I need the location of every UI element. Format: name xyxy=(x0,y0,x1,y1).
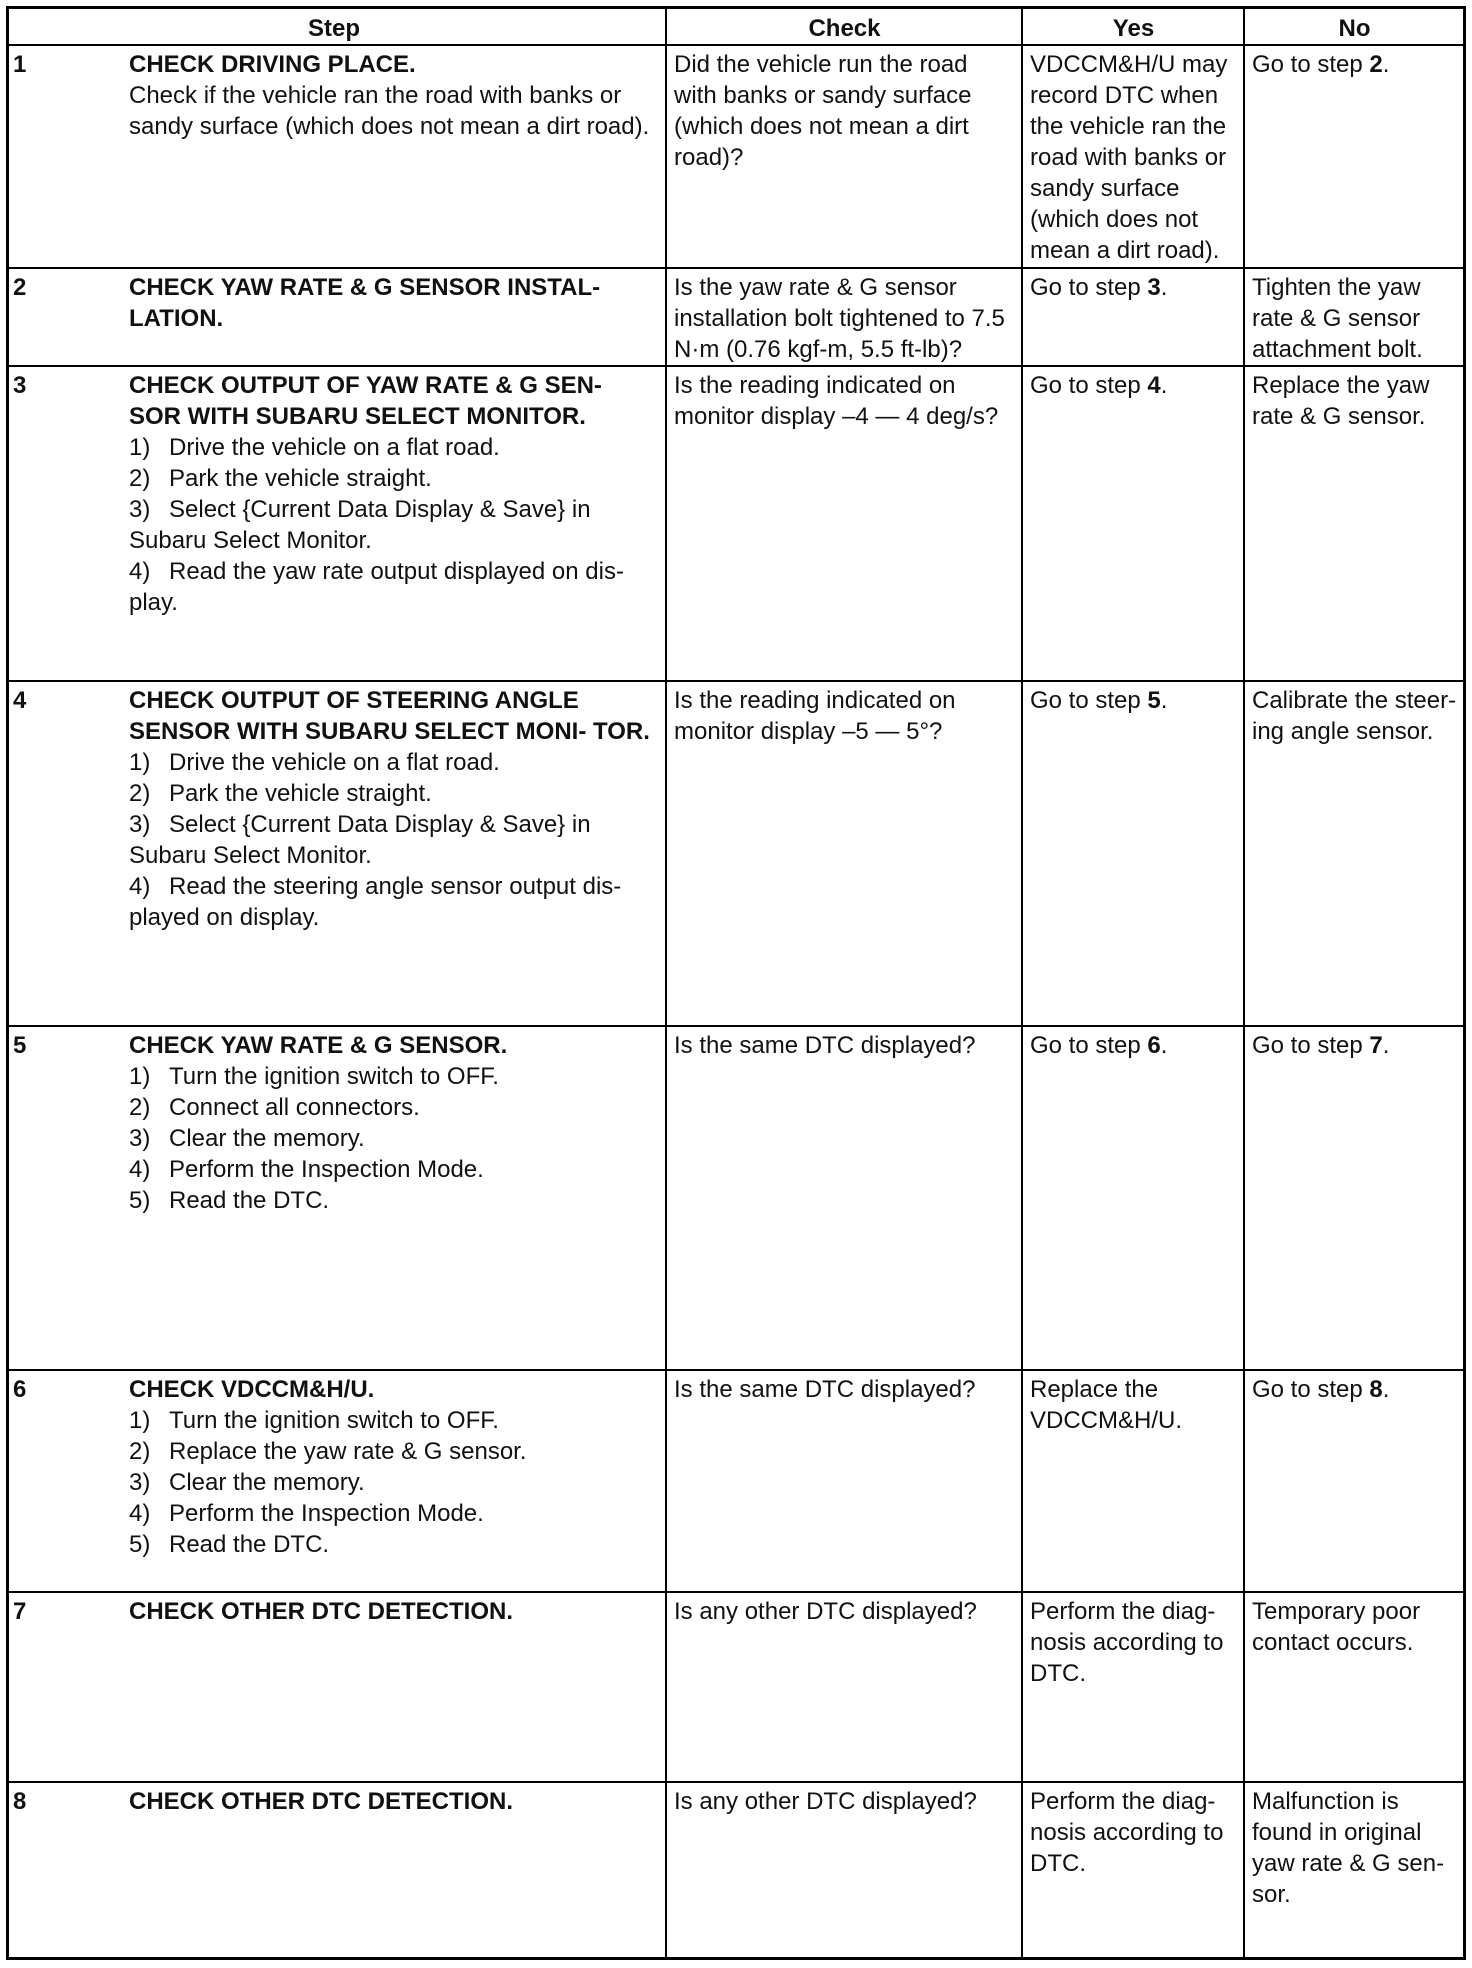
table-row xyxy=(9,365,1463,682)
no-step-link: 2 xyxy=(1369,51,1383,78)
no-step-link: 8 xyxy=(1369,1376,1383,1403)
step-number: 1 xyxy=(13,51,27,78)
table-row xyxy=(9,1369,1463,1593)
header-yes: Yes xyxy=(1021,9,1243,44)
yes-cell: Perform the diag- nosis according to DTC. xyxy=(1021,1783,1243,1957)
yes-cell xyxy=(1021,682,1243,1027)
substep: 2) Park the vehicle straight. xyxy=(129,780,432,807)
no-text: Go to step xyxy=(1252,51,1370,78)
step-number: 8 xyxy=(13,1788,27,1815)
step-title: CHECK OTHER DTC DETECTION. xyxy=(129,1788,513,1815)
no-suffix: . xyxy=(1382,1032,1390,1059)
substep: 2) Connect all connectors. xyxy=(129,1094,420,1121)
substep: 1) Drive the vehicle on a flat road. xyxy=(129,749,500,776)
check-cell: Is the same DTC displayed? xyxy=(665,1027,1021,1371)
no-cell xyxy=(1243,46,1463,269)
step-cell xyxy=(129,1027,665,1371)
no-cell: Malfunction is found in original yaw rate & G sen- sor. xyxy=(1243,1783,1463,1957)
yes-suffix: . xyxy=(1160,687,1168,714)
step-number: 4 xyxy=(13,687,27,714)
step-number: 2 xyxy=(13,274,27,301)
substep: 1) Drive the vehicle on a flat road. xyxy=(129,434,500,461)
check-cell: Is the same DTC displayed? xyxy=(665,1371,1021,1593)
substep: 4) Read the yaw rate output displayed on dis- play. xyxy=(129,558,624,616)
no-cell xyxy=(1243,1371,1463,1593)
table-row xyxy=(9,680,1463,1027)
substep: 3) Select {Current Data Display & Save} in Subaru Select Monitor. xyxy=(129,811,591,869)
step-title: CHECK YAW RATE & G SENSOR. xyxy=(129,1032,508,1059)
step-cell xyxy=(129,1371,665,1593)
yes-step-link: 5 xyxy=(1147,687,1161,714)
substep: 1) Turn the ignition switch to OFF. xyxy=(129,1407,499,1434)
substep: 3) Clear the memory. xyxy=(129,1125,365,1152)
yes-suffix: . xyxy=(1160,372,1168,399)
substep: 5) Read the DTC. xyxy=(129,1187,330,1214)
table-row xyxy=(9,44,1463,269)
step-cell xyxy=(129,46,665,269)
step-title: CHECK VDCCM&H/U. xyxy=(129,1376,375,1403)
check-cell: Is the yaw rate & G sensor installation bolt tightened to 7.5 N·m (0.76 kgf-m, 5.5 ft-lb)? xyxy=(665,269,1021,367)
substep: 5) Read the DTC. xyxy=(129,1531,330,1558)
yes-suffix: . xyxy=(1160,274,1168,301)
step-cell xyxy=(129,269,665,367)
step-number: 7 xyxy=(13,1598,27,1625)
substep: 1) Turn the ignition switch to OFF. xyxy=(129,1063,499,1090)
yes-step-link: 6 xyxy=(1147,1032,1161,1059)
no-cell: Temporary poor contact occurs. xyxy=(1243,1593,1463,1783)
yes-text: Go to step xyxy=(1030,1032,1148,1059)
step-cell xyxy=(129,367,665,682)
substep: 3) Clear the memory. xyxy=(129,1469,365,1496)
no-cell: Replace the yaw rate & G sensor. xyxy=(1243,367,1463,682)
table-row xyxy=(9,1025,1463,1371)
header-check: Check xyxy=(665,9,1021,44)
no-cell: Tighten the yaw rate & G sensor attachment bolt. xyxy=(1243,269,1463,367)
yes-cell: VDCCM&H/U may record DTC when the vehicle ran the road with banks or sandy surface (which does not mean a dirt road). xyxy=(1021,46,1243,269)
yes-suffix: . xyxy=(1160,1032,1168,1059)
table-row xyxy=(9,1781,1463,1957)
step-title: CHECK OUTPUT OF YAW RATE & G SEN- SOR WITH SUBARU SELECT MONITOR. xyxy=(129,372,602,430)
step-cell xyxy=(129,1593,665,1783)
step-title: CHECK YAW RATE & G SENSOR INSTAL- LATION. xyxy=(129,274,601,332)
substep: 4) Perform the Inspection Mode. xyxy=(129,1156,484,1183)
yes-cell xyxy=(1021,1027,1243,1371)
diagnostic-table xyxy=(6,6,1466,1960)
check-cell: Did the vehicle run the road with banks or sandy surface (which does not mean a dirt road)? xyxy=(665,46,1021,269)
step-title: CHECK OTHER DTC DETECTION. xyxy=(129,1598,513,1625)
yes-step-link: 3 xyxy=(1147,274,1161,301)
step-cell xyxy=(129,682,665,1027)
table-header xyxy=(9,9,1463,44)
no-text: Go to step xyxy=(1252,1376,1370,1403)
yes-cell: Replace the VDCCM&H/U. xyxy=(1021,1371,1243,1593)
step-cell xyxy=(129,1783,665,1957)
table-row xyxy=(9,267,1463,367)
no-cell: Calibrate the steer- ing angle sensor. xyxy=(1243,682,1463,1027)
header-step: Step xyxy=(307,15,360,42)
step-number: 3 xyxy=(13,372,27,399)
no-step-link: 7 xyxy=(1369,1032,1383,1059)
yes-cell: Perform the diag- nosis according to DTC. xyxy=(1021,1593,1243,1783)
yes-cell xyxy=(1021,367,1243,682)
no-suffix: . xyxy=(1382,51,1390,78)
step-description: Check if the vehicle ran the road with banks or sandy surface (which does not mean a dirt road). xyxy=(129,82,650,140)
yes-cell xyxy=(1021,269,1243,367)
check-cell: Is the reading indicated on monitor display –4 — 4 deg/s? xyxy=(665,367,1021,682)
check-cell: Is the reading indicated on monitor display –5 — 5°? xyxy=(665,682,1021,1027)
yes-text: Go to step xyxy=(1030,372,1148,399)
substep: 4) Perform the Inspection Mode. xyxy=(129,1500,484,1527)
substep: 2) Park the vehicle straight. xyxy=(129,465,432,492)
no-cell xyxy=(1243,1027,1463,1371)
no-suffix: . xyxy=(1382,1376,1390,1403)
step-title: CHECK DRIVING PLACE. xyxy=(129,51,416,78)
substep: 3) Select {Current Data Display & Save} in Subaru Select Monitor. xyxy=(129,496,591,554)
step-number: 6 xyxy=(13,1376,27,1403)
yes-text: Go to step xyxy=(1030,274,1148,301)
header-no: No xyxy=(1243,9,1463,44)
check-cell: Is any other DTC displayed? xyxy=(665,1593,1021,1783)
substep: 2) Replace the yaw rate & G sensor. xyxy=(129,1438,527,1465)
no-text: Go to step xyxy=(1252,1032,1370,1059)
yes-text: Go to step xyxy=(1030,687,1148,714)
yes-step-link: 4 xyxy=(1147,372,1161,399)
step-title: CHECK OUTPUT OF STEERING ANGLE SENSOR WITH SUBARU SELECT MONI- TOR. xyxy=(129,687,650,745)
step-number: 5 xyxy=(13,1032,27,1059)
table-row xyxy=(9,1591,1463,1783)
substep: 4) Read the steering angle sensor output dis- played on display. xyxy=(129,873,622,931)
check-cell: Is any other DTC displayed? xyxy=(665,1783,1021,1957)
